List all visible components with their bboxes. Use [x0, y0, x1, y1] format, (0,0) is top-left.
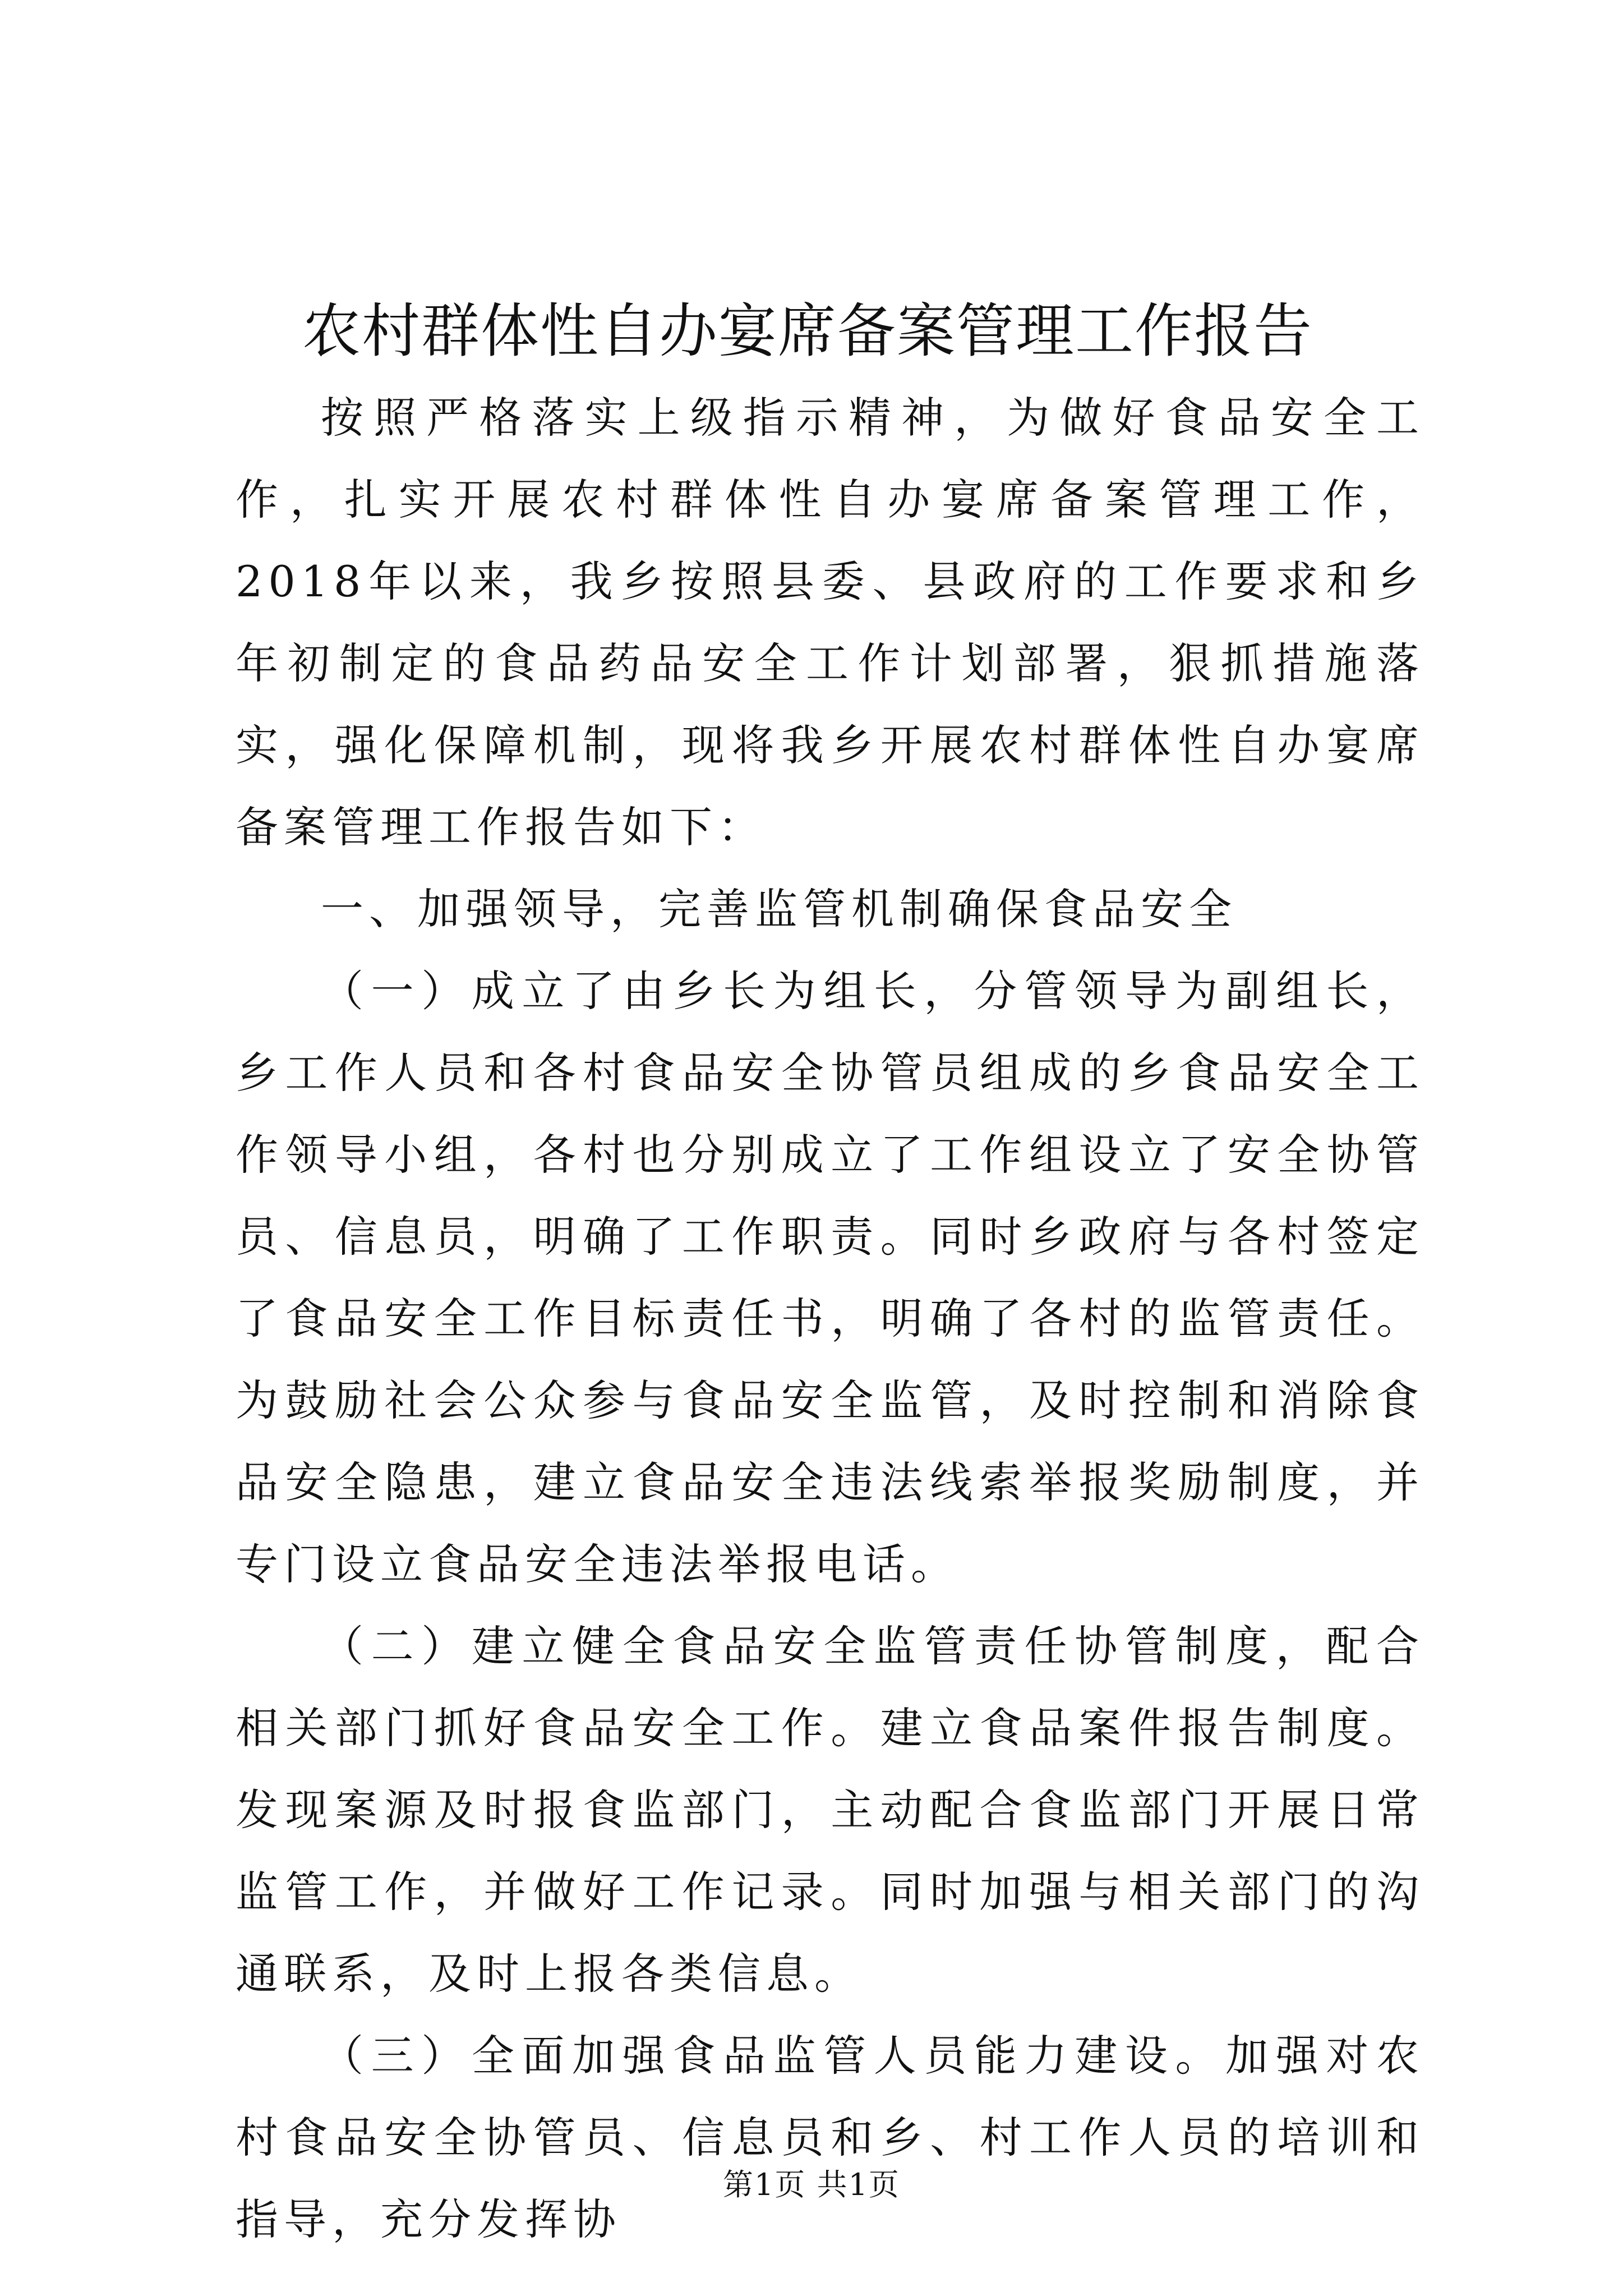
section-heading-1: 一、加强领导，完善监管机制确保食品安全 — [321, 884, 1237, 934]
document-title: 农村群体性自办宴席备案管理工作报告 — [302, 297, 1313, 365]
paragraph-item-3: （三）全面加强食品监管人员能力建设。加强对农村食品安全协管员、信息员和乡、村工作人员的培训和指导，充分发挥协 — [236, 2031, 1424, 2244]
paragraph-item-2: （二）建立健全食品安全监管责任协管制度，配合相关部门抓好食品安全工作。建立食品案件报告制度。发现案源及时报食监部门，主动配合食监部门开展日常监管工作，并做好工作记录。同时加强与相关部门的沟通联系，及时上报各类信息。 — [236, 1621, 1424, 1999]
paragraph-intro: 按照严格落实上级指示精神，为做好食品安全工作，扎实开展农村群体性自办宴席备案管理工作，2018年以来，我乡按照县委、县政府的工作要求和乡年初制定的食品药品安全工作计划部署，狠抓措施落实，强化保障机制，现将我乡开展农村群体性自办宴席备案管理工作报告如下： — [236, 393, 1424, 852]
page-footer: 第1页 共1页 — [723, 2167, 900, 2202]
paragraph-item-1: （一）成立了由乡长为组长，分管领导为副组长，乡工作人员和各村食品安全协管员组成的乡食品安全工作领导小组，各村也分别成立了工作组设立了安全协管员、信息员，明确了工作职责。同时乡政府与各村签定了食品安全工作目标责任书，明确了各村的监管责任。为鼓励社会公众参与食品安全监管，及时控制和消除食品安全隐患，建立食品安全违法线索举报奖励制度，并专门设立食品安全违法举报电话。 — [236, 966, 1424, 1589]
document-body — [236, 377, 1424, 2261]
